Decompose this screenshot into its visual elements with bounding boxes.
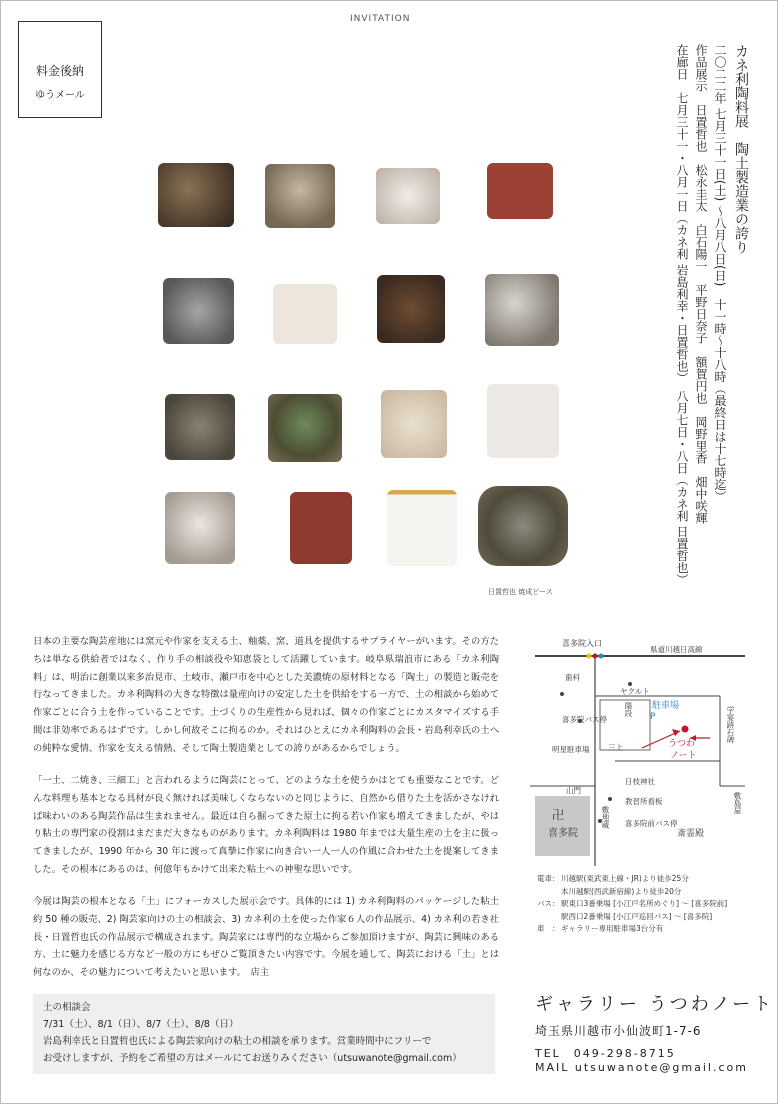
map-busstop-2: 喜多院前バス停 (625, 819, 678, 828)
clay-cube (158, 163, 234, 227)
map-stairs: 階段 (624, 702, 633, 717)
clay-cube (290, 492, 352, 564)
photo-caption: 日置哲也 焼成ピース (488, 588, 553, 596)
clay-cube (273, 284, 337, 344)
access-train-2: 本川越駅(西武新宿線)より徒歩20分 (561, 886, 682, 896)
paragraph-3: 今展は陶芸の根本となる「土」にフォーカスした展示会です。具体的には 1) カネ利陶料のパッケージした粘土約 50 種の販売、2) 陶芸家向けの土の相談会、3) カネ利の土を使った作家６人の作品展示、4) カネ利の若き社長・日置哲也氏の作品展示で構成されます。陶芸家には専門的な立場からご参加頂けますが、陶芸に興味のある方、土に魅力を感じる方など一般の方にもぜひご覧頂きたい内容です。今展を通して、陶芸における「土」とは何なのか、その魅力について考えたいと思います。 店主 (33, 896, 499, 979)
postal-mark (18, 21, 102, 118)
map-sanjo: 三上 (608, 743, 623, 752)
map-gallery-2: ノート (670, 751, 697, 761)
access-car-1: ギャラリー専用駐車場3台分有 (561, 924, 664, 933)
postal-line2: ゆうメール (35, 90, 85, 101)
access-train-label: 電車： (537, 874, 560, 883)
paragraph-2: 「一土、二焼き、三細工」と言われるように陶芸にとって、どのような土を使うかはとても重要なことです。どんな料理も基本となる具材が良く無ければ美味しくならないのと同じように、自然から借りた土を活かさなければ味わいのある陶芸作品は生まれません。最近は自ら掘ってきた原土に拘る若い作家も増えてきましたが、やはり粘土の専門家の役割はまだまだ大きなものがあります。カネ利陶料は 1980 年までは大量生産の土を主に扱ってきましたが、1990 年から 30 年に渡って真摯に作家に向き合い一人一人の作風に合わせた土を提案してきました。その根本にあるのは、何億年もかけて出来た粘土への神聖な思いです。 (33, 775, 499, 875)
gallery-mail[interactable]: MAIL utsuwanote@gmail.com (535, 1061, 748, 1074)
clay-cube (381, 390, 447, 458)
clay-cube (268, 394, 342, 462)
consultation-desc-1: 岩島利幸氏と日置哲也氏による陶芸家向けの粘土の相談を承ります。営業時間中にフリーで (43, 1036, 432, 1047)
consultation-desc-2: お受けしますが、予約をご希望の方はメールにてお送りみください（utsuwanote@gmail.com） (43, 1053, 462, 1064)
clay-paragraph (33, 772, 499, 879)
map-gakkan: 学宴跡石碑 (726, 706, 735, 744)
gallery-tel: TEL 049-298-8715 (535, 1047, 676, 1060)
access-train-1: 川越駅(東武東上線・JR)より徒歩25分 (561, 874, 689, 883)
exhibition-paragraph (33, 893, 499, 982)
map-uchiyama: 敷島屋 (733, 792, 742, 815)
consultation-dates: 7/31（土）、8/1（日）、8/7（土）、8/8（日） (43, 1019, 239, 1030)
access-info (537, 873, 757, 936)
map-gate: 山門 (566, 786, 581, 795)
clay-cube (487, 384, 559, 458)
clay-cube (478, 486, 568, 566)
clay-cube (265, 164, 335, 228)
map-shrine: 日枝神社 (625, 777, 655, 786)
paragraph-1: 日本の主要な陶芸産地には窯元や作家を支える土、釉薬、窯、道具を提供するサプライヤーがいます。その方たちは単なる供給者ではなく、作り手の相談役や知恵袋として活躍しています。岐阜県瑞浪市にある「カネ利陶料」は、明治に創業以来多治見市、土岐市、瀬戸市を中心とした美濃焼の原材料となる「陶土」の製造と販売を行なってきました。カネ利陶料の大きな特徴は量産向けの安定した土を供給をする一方で、土の相談から始めて作家ごとに合う土を作っていることです。土づくりの生産性から見れば、個々の作家ごとにカスタマイズする手間は非効率であるはずです。しかし何故そこに拘るのか。それはひとえにカネ利陶料の会長・岩島利幸氏の土への純粋な愛情、作家を支える情熱、そして陶土製造業としての誇りがあるからでしょう。 (33, 636, 499, 754)
access-bus-2: 駅西口2番乗場 [小江戸巡回バス] ～ [喜多院] (561, 911, 713, 921)
map-saiun: 斎霊殿 (677, 829, 705, 839)
clay-cube (387, 490, 457, 566)
consultation-title: 土の相談会 (43, 1002, 91, 1013)
gallery-name: ギャラリー うつわノート (535, 994, 775, 1015)
clay-cube (165, 492, 235, 564)
clay-cube (165, 394, 235, 460)
in-gallery-days: 在廊日 七月三十一・八月一日（カネ利 岩島利幸・日置哲也） 八月七日・八日（カネ利 日置哲也） (675, 44, 689, 586)
access-bus-label: バス： (537, 899, 560, 908)
clay-cube (377, 275, 445, 343)
map-route: 県道川越日高線 (650, 645, 703, 654)
access-map (530, 636, 748, 866)
exhibition-title: カネ利陶料展 陶土製造業の誇り (733, 44, 749, 254)
clay-cube (376, 168, 440, 224)
map-kitain: 喜多院 (548, 828, 578, 839)
map-parking: 駐車場 (652, 701, 680, 711)
clay-cube (163, 278, 234, 344)
access-car-label: 車 ： (537, 924, 560, 933)
intro-paragraph (33, 633, 499, 758)
map-dentist: 歯科 (565, 673, 580, 682)
map-gallery-1: うつわ (668, 739, 696, 749)
gallery-address: 埼玉県川越市小仙波町1-7-6 (535, 1024, 702, 1038)
map-busstop-1: 喜多院バス停 (562, 715, 607, 724)
postal-line1: 料金後納 (35, 64, 84, 78)
map-kitain-symbol: 卍 (552, 808, 565, 822)
consultation-box (33, 994, 495, 1074)
map-entrance: 喜多院入口 (562, 639, 602, 648)
map-parking-symbol: P (650, 712, 656, 722)
exhibiting-artists: 作品展示 日置哲也 松永圭太 白石陽一 平野日奈子 額賀円也 岡野里香 畑中咲輝 (694, 44, 708, 524)
clay-cube (487, 163, 553, 219)
map-board: 教習所看板 (625, 797, 663, 806)
map-jizo: 敷地蔵 (601, 806, 610, 829)
map-myojo-parking: 明星駐車場 (552, 745, 590, 754)
clay-pieces-photo (150, 148, 580, 588)
access-bus-1: 駅東口3番乗場 [小江戸名所めぐり] ～ [喜多院前] (561, 899, 728, 908)
exhibition-dates: 二〇二二年 七月三十一日(土) ～八月八日(日) 十一時～十八時（最終日は十七時迄） (713, 44, 727, 503)
clay-cube (485, 274, 559, 346)
invitation-label: INVITATION (350, 14, 411, 24)
map-yakult: ヤクルト (620, 687, 650, 696)
